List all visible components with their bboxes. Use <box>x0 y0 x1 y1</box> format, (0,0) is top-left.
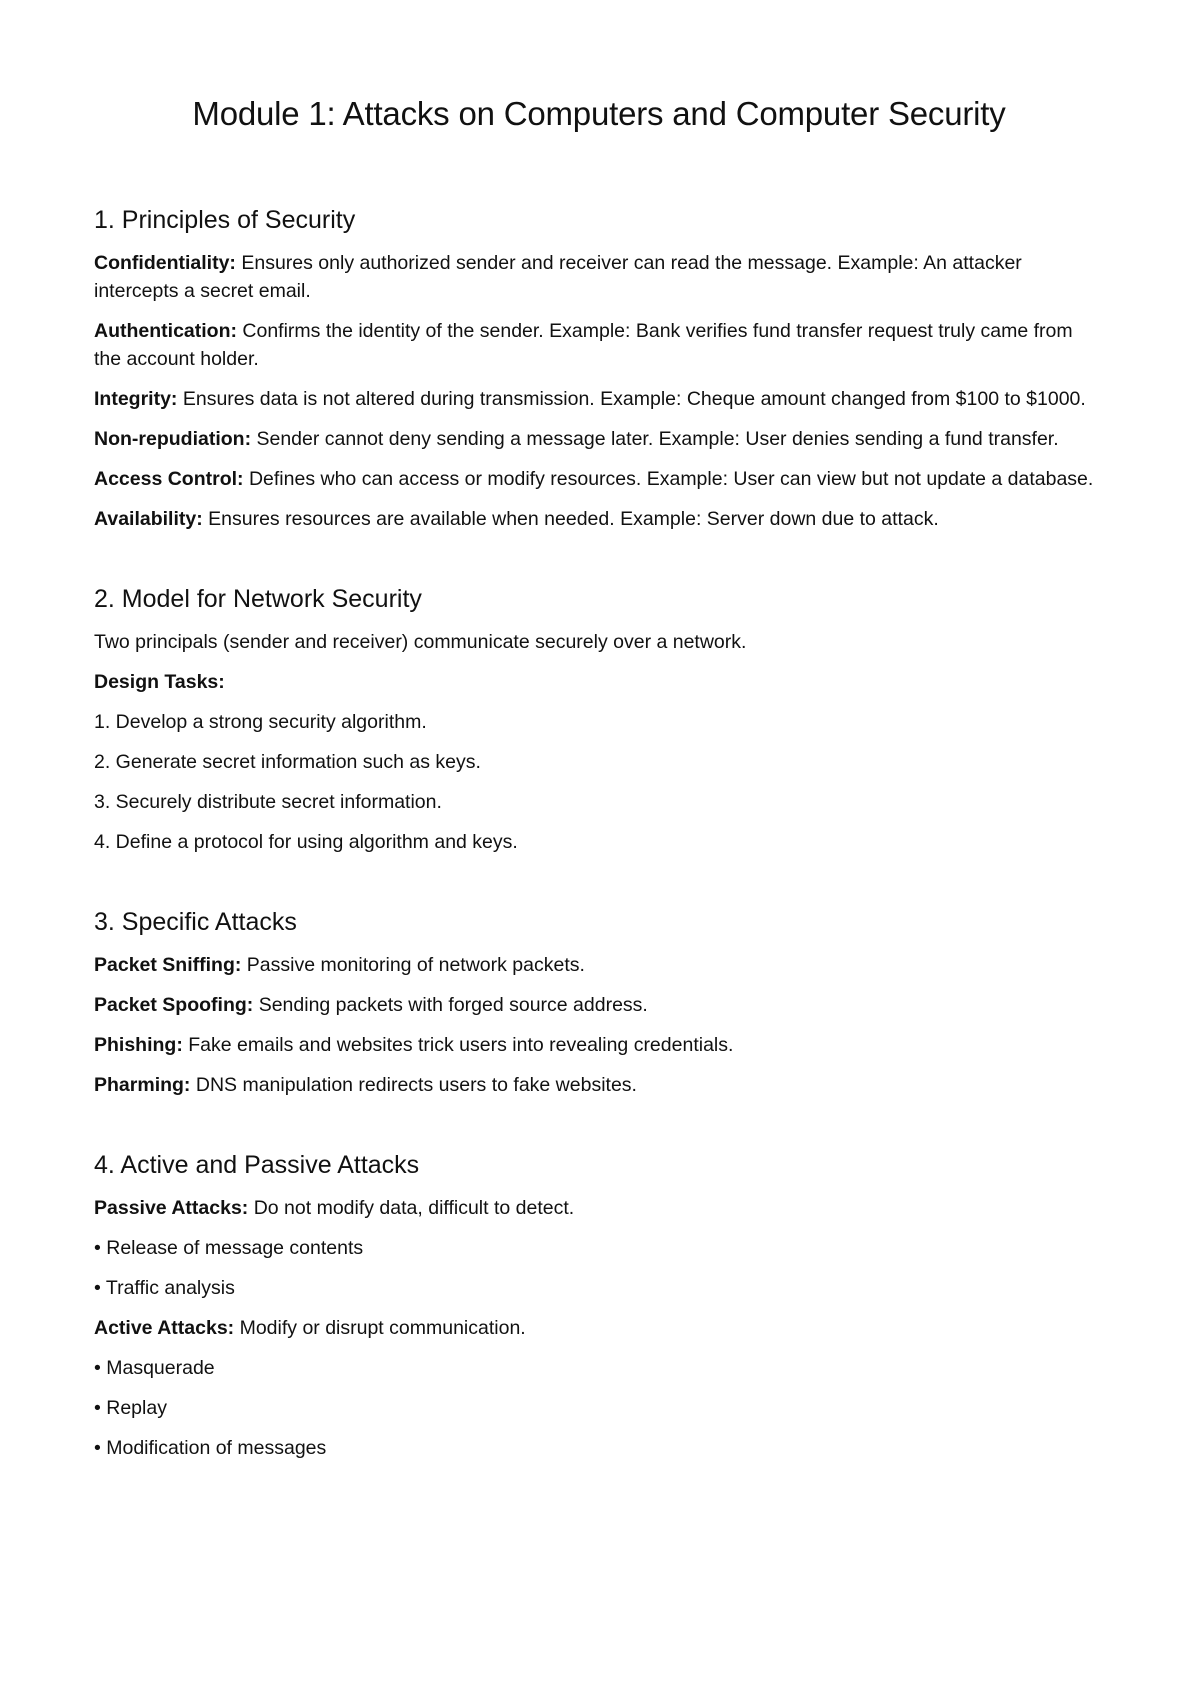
bullet-item: • Release of message contents <box>94 1237 364 1259</box>
bullet-item: • Replay <box>94 1397 167 1419</box>
term-label: Packet Spoofing: <box>94 994 254 1016</box>
section-model-for-network-security <box>94 583 1104 856</box>
design-task-item: 1. Develop a strong security algorithm. <box>94 711 427 733</box>
section-heading: 2. Model for Network Security <box>94 585 422 613</box>
section-heading: 3. Specific Attacks <box>94 908 297 936</box>
bullet-item: • Masquerade <box>94 1357 215 1379</box>
design-task-item: 4. Define a protocol for using algorithm and keys. <box>94 831 518 853</box>
attack-phishing <box>94 1031 1104 1059</box>
term-description: Passive monitoring of network packets. <box>241 954 585 976</box>
term-label: Integrity: <box>94 388 178 410</box>
definition-authentication <box>94 317 1104 373</box>
term-description: Defines who can access or modify resources. Example: User can view but not update a database. <box>243 468 1094 490</box>
section-intro: Two principals (sender and receiver) communicate securely over a network. <box>94 631 747 653</box>
bullet-item: • Modification of messages <box>94 1437 327 1459</box>
section-heading: 1. Principles of Security <box>94 206 356 234</box>
term-label: Active Attacks: <box>94 1317 235 1339</box>
term-description: Sending packets with forged source address. <box>253 994 648 1016</box>
term-label: Non-repudiation: <box>94 428 252 450</box>
term-description: Fake emails and websites trick users into revealing credentials. <box>182 1034 734 1056</box>
section-heading: 4. Active and Passive Attacks <box>94 1151 420 1179</box>
definition-availability <box>94 505 1104 533</box>
design-tasks-label: Design Tasks: <box>94 671 225 693</box>
section-active-and-passive-attacks <box>94 1149 1104 1462</box>
term-description: Do not modify data, difficult to detect. <box>248 1197 575 1219</box>
term-label: Passive Attacks: <box>94 1197 249 1219</box>
definition-access-control <box>94 465 1104 493</box>
term-label: Confidentiality: <box>94 252 236 274</box>
term-description: DNS manipulation redirects users to fake websites. <box>190 1074 637 1096</box>
term-label: Availability: <box>94 508 203 530</box>
term-description: Modify or disrupt communication. <box>234 1317 526 1339</box>
design-task-item: 3. Securely distribute secret information. <box>94 791 442 813</box>
term-description: Ensures resources are available when needed. Example: Server down due to attack. <box>202 508 939 530</box>
document-title: Module 1: Attacks on Computers and Computer Security <box>192 95 1006 132</box>
term-label: Authentication: <box>94 320 237 342</box>
term-description: Sender cannot deny sending a message later. Example: User denies sending a fund transfer. <box>251 428 1059 450</box>
term-description: Confirms the identity of the sender. Example: Bank verifies fund transfer request truly came from the account holder. <box>94 320 1073 370</box>
attack-packet-spoofing <box>94 991 1104 1019</box>
term-label: Phishing: <box>94 1034 183 1056</box>
term-label: Pharming: <box>94 1074 191 1096</box>
definition-non-repudiation <box>94 425 1104 453</box>
term-label: Access Control: <box>94 468 244 490</box>
passive-attacks-definition <box>94 1194 1104 1222</box>
section-principles-of-security <box>94 204 1104 533</box>
design-task-item: 2. Generate secret information such as keys. <box>94 751 481 773</box>
term-description: Ensures data is not altered during transmission. Example: Cheque amount changed from $100 to $1000. <box>177 388 1086 410</box>
active-attacks-definition <box>94 1314 1104 1342</box>
section-specific-attacks <box>94 906 1104 1099</box>
term-description: Ensures only authorized sender and receiver can read the message. Example: An attacker intercepts a secret email. <box>94 252 1022 302</box>
attack-pharming <box>94 1071 1104 1099</box>
bullet-item: • Traffic analysis <box>94 1277 235 1299</box>
term-label: Packet Sniffing: <box>94 954 242 976</box>
definition-confidentiality <box>94 249 1104 305</box>
attack-packet-sniffing <box>94 951 1104 979</box>
definition-integrity <box>94 385 1104 413</box>
